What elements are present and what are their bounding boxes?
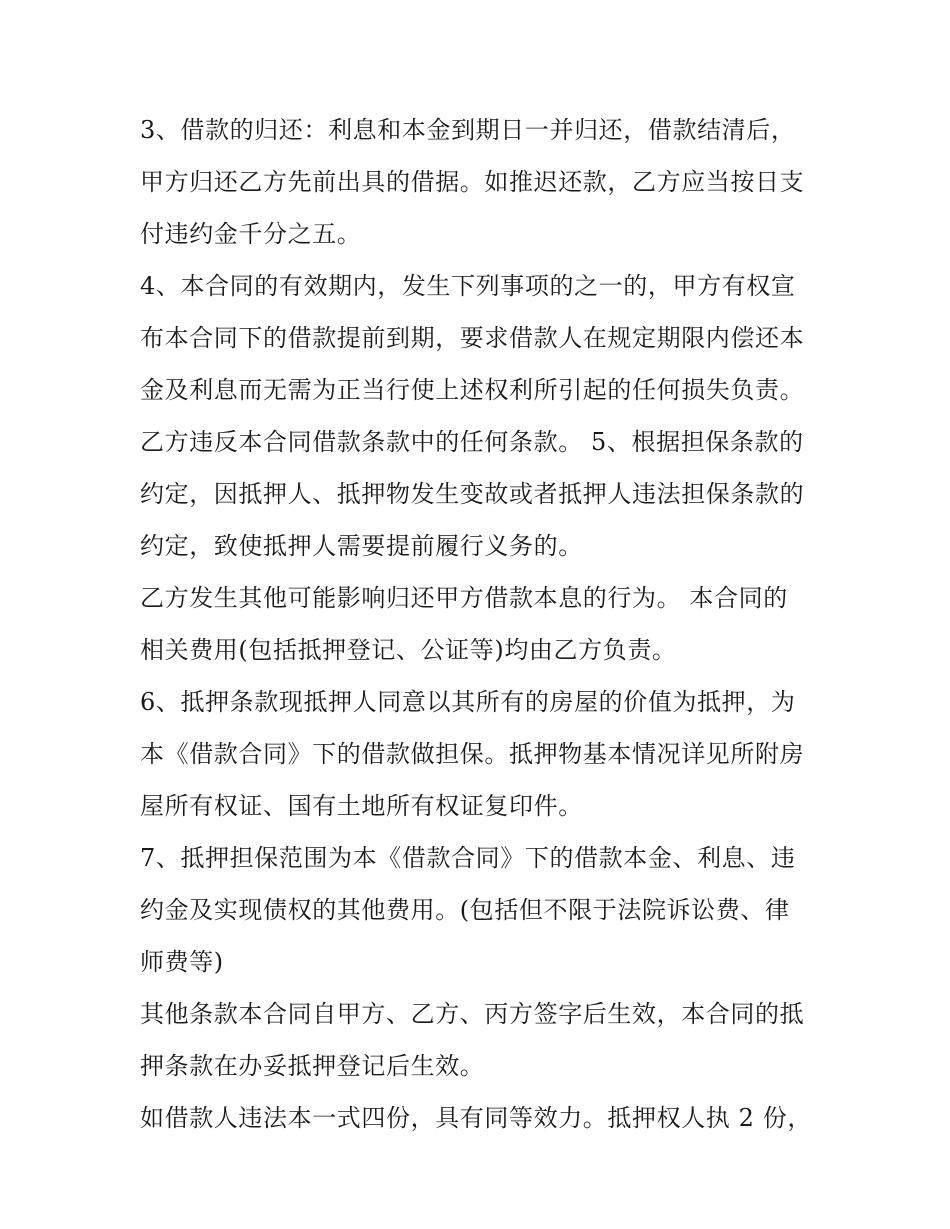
text-line: 约金及实现债权的其他费用。(包括但不限于法院诉讼费、律 — [140, 896, 790, 924]
text-line: 约定，致使抵押人需要提前履行义务的。 — [140, 532, 583, 560]
text-line: 乙方违反本合同借款条款中的任何条款。 5、根据担保条款的 — [140, 428, 804, 456]
text-line: 屋所有权证、国有土地所有权证复印件。 — [140, 792, 583, 820]
text-line: 师费等) — [140, 948, 224, 976]
text-line: 乙方发生其他可能影响归还甲方借款本息的行为。 本合同的 — [140, 584, 788, 612]
text-line: 布本合同下的借款提前到期，要求借款人在规定期限内偿还本 — [140, 324, 805, 352]
text-line: 7、抵押担保范围为本《借款合同》下的借款本金、利息、违 — [140, 844, 796, 872]
text-line: 如借款人违法本一式四份，具有同等效力。抵押权人执 2 份， — [140, 1104, 812, 1132]
text-line: 押条款在办妥抵押登记后生效。 — [140, 1052, 485, 1080]
text-line: 其他条款本合同自甲方、乙方、丙方签字后生效，本合同的抵 — [140, 1000, 805, 1028]
text-line: 6、抵押条款现抵押人同意以其所有的房屋的价值为抵押，为 — [140, 688, 796, 716]
text-line: 3、借款的归还：利息和本金到期日一并归还，借款结清后， — [140, 116, 796, 144]
text-line: 约定，因抵押人、抵押物发生变故或者抵押人违法担保条款的 — [140, 480, 805, 508]
text-line: 付违约金千分之五。 — [140, 220, 362, 248]
text-line: 甲方归还乙方先前出具的借据。如推迟还款，乙方应当按日支 — [140, 168, 805, 196]
text-line: 金及利息而无需为正当行使上述权利所引起的任何损失负责。 — [140, 376, 805, 404]
text-line: 4、本合同的有效期内，发生下列事项的之一的，甲方有权宣 — [140, 272, 796, 300]
text-line: 相关费用(包括抵押登记、公证等)均由乙方负责。 — [140, 636, 677, 664]
text-line: 本《借款合同》下的借款做担保。抵押物基本情况详见所附房 — [140, 740, 805, 768]
document-body — [140, 104, 820, 1144]
